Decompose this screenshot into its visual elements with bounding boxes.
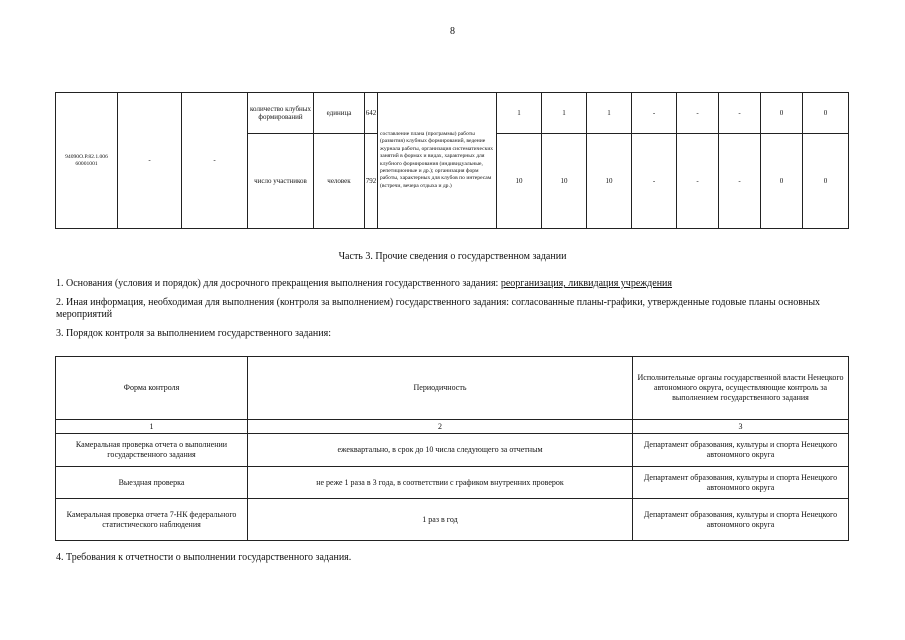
control-form: Выездная проверка [56, 467, 248, 499]
value-cell: 0 [803, 134, 849, 229]
unit-name: единица [314, 93, 365, 134]
column-header: Периодичность [248, 357, 633, 420]
paragraph-2: 2. Иная информация, необходимая для выполнения (контроля за выполнением) государственного задания: согласованные планы-графики, утвержденные годовые планы основных мероприятий [56, 297, 821, 320]
value-cell: 0 [761, 134, 803, 229]
value-cell: 1 [542, 93, 587, 134]
value-cell: 1 [587, 93, 632, 134]
value-cell: - [719, 93, 761, 134]
okei-code: 642 [365, 93, 378, 134]
value-cell: - [677, 134, 719, 229]
indicator-name: количество клубных формирований [248, 93, 314, 134]
value-cell: - [719, 134, 761, 229]
control-body: Департамент образования, культуры и спорта Ненецкого автономного округа [633, 499, 849, 541]
page-number: 8 [450, 26, 455, 37]
column-header: Форма контроля [56, 357, 248, 420]
indicators-table [55, 92, 849, 229]
column-number-row [56, 420, 849, 434]
content-description: составление плана (программы) работы (развития) клубных формирований, ведение журнала работы, организация систематических занятий в формах и видах, характерных для клубного формирования (индивидуальные, репетиционные и др.); организация форм работы, характерных для клубов по интересам (встречи, вечера отдыха и др.) [378, 93, 497, 229]
column-number: 3 [633, 420, 849, 434]
table-row [56, 467, 849, 499]
value-cell: 1 [497, 93, 542, 134]
control-table [55, 356, 849, 541]
unit-name: человек [314, 134, 365, 229]
value-cell: 0 [803, 93, 849, 134]
control-periodicity: не реже 1 раза в 3 года, в соответствии с графиком внутренних проверок [248, 467, 633, 499]
control-body: Департамент образования, культуры и спорта Ненецкого автономного округа [633, 434, 849, 467]
column-number: 1 [56, 420, 248, 434]
table-row [56, 93, 849, 134]
table-row [56, 499, 849, 541]
value-cell: 10 [542, 134, 587, 229]
paragraph-3: 3. Порядок контроля за выполнением государственного задания: [56, 328, 331, 339]
column-number: 2 [248, 420, 633, 434]
indicator-name: число участников [248, 134, 314, 229]
value-cell: - [677, 93, 719, 134]
empty-dash-cell: - [118, 93, 182, 229]
control-form: Камеральная проверка отчета о выполнении государственного задания [56, 434, 248, 467]
okei-code: 792 [365, 134, 378, 229]
column-header: Исполнительные органы государственной власти Ненецкого автономного округа, осуществляющие контроль за выполнением государственного задания [633, 357, 849, 420]
termination-grounds: реорганизация, ликвидация учреждения [500, 278, 673, 289]
value-cell: - [632, 93, 677, 134]
value-cell: 10 [587, 134, 632, 229]
paragraph-4: 4. Требования к отчетности о выполнении государственного задания. [56, 552, 352, 563]
paragraph-1-text: 1. Основания (условия и порядок) для досрочного прекращения выполнения государственного задания: [56, 278, 501, 289]
control-form: Камеральная проверка отчета 7-НК федерального статистического наблюдения [56, 499, 248, 541]
control-periodicity: 1 раз в год [248, 499, 633, 541]
empty-dash-cell: - [182, 93, 248, 229]
table-header-row [56, 357, 849, 420]
paragraph-1 [56, 278, 851, 290]
value-cell: 0 [761, 93, 803, 134]
control-periodicity: ежеквартально, в срок до 10 числа следующего за отчетным [248, 434, 633, 467]
value-cell: - [632, 134, 677, 229]
part-title: Часть 3. Прочие сведения о государственном задании [338, 251, 567, 262]
control-body: Департамент образования, культуры и спорта Ненецкого автономного округа [633, 467, 849, 499]
value-cell: 10 [497, 134, 542, 229]
table-row [56, 434, 849, 467]
registry-code: 94090О.Р.82.1.006 60001001 [56, 93, 118, 229]
